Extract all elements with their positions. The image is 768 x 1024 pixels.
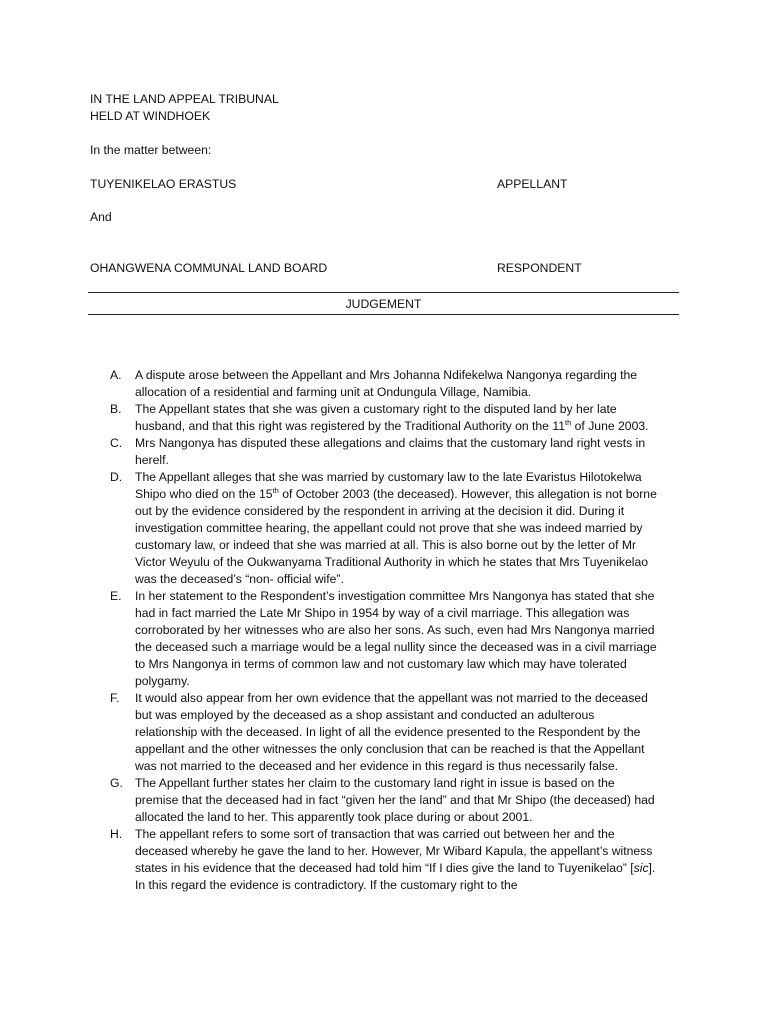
paragraph-list	[110, 367, 658, 894]
paragraph-d	[110, 469, 658, 588]
paragraph-a	[110, 367, 658, 401]
paragraph-marker: D.	[110, 470, 123, 484]
paragraph-text: The Appellant further states her claim to the customary land right in issue is based on the premise that the deceased had in fact “given her the land” and that Mr Shipo (the deceased) had allocated the land to her. This apparently took place during or about 2001.	[135, 776, 655, 824]
respondent-role: RESPONDENT	[497, 261, 582, 275]
paragraph-text: It would also appear from her own evidence that the appellant was not married to the deceased but was employed by the deceased as a shop assistant and conducted an adulterous relationship with the deceased. In light of all the evidence presented to the Respondent by the appellant and the other witnesses the only conclusion that can be reached is that the Appellant was not married to the deceased and her evidence in this regard is thus necessarily false.	[135, 691, 648, 773]
bottom-rule	[88, 314, 679, 315]
paragraph-g	[110, 775, 658, 826]
paragraph-h	[110, 826, 658, 894]
appellant-name: TUYENIKELAO ERASTUS	[90, 177, 237, 191]
judgement-title: JUDGEMENT	[345, 297, 422, 311]
paragraph-text: In her statement to the Respondent’s investigation committee Mrs Nangonya has stated that she had in fact married the Late Mr Shipo in 1954 by way of a civil marriage. This allegation was corroborated by her witnesses who are also her sons. As such, even had Mrs Nangonya married the deceased such a marriage would be a legal nullity since the deceased was in a civil marriage to Mrs Nangonya in terms of common law and not customary law which may have tolerated polygamy.	[135, 589, 657, 688]
paragraph-marker: G.	[110, 776, 123, 790]
paragraph-marker: A.	[110, 368, 122, 382]
respondent-name: OHANGWENA COMMUNAL LAND BOARD	[90, 261, 328, 275]
paragraph-marker: C.	[110, 436, 123, 450]
paragraph-text: A dispute arose between the Appellant and Mrs Johanna Ndifekelwa Nangonya regarding the allocation of a residential and farming unit at Ondungula Village, Namibia.	[135, 368, 638, 399]
paragraph-marker: B.	[110, 402, 122, 416]
paragraph-text: The Appellant alleges that she was married by customary law to the late Evaristus Hilotokelwa Shipo who died on the 15th of October 2003 (the deceased). However, this allegation is not borne out by the evidence considered by the respondent in arriving at the decision it did. During it investigation committee hearing, the appellant could not prove that she was indeed married by customary law, or indeed that she was married at all. This is also borne out by the letter of Mr Victor Weyulu of the Oukwanyama Traditional Authority in which he states that Mrs Tuyenikelao was the deceased’s “non- official wife”.	[135, 470, 657, 586]
court-name: IN THE LAND APPEAL TRIBUNAL	[90, 92, 279, 106]
paragraph-e	[110, 588, 658, 690]
paragraph-marker: H.	[110, 827, 123, 841]
paragraph-marker: E.	[110, 589, 122, 603]
paragraph-text: The appellant refers to some sort of transaction that was carried out between her and the deceased whereby he gave the land to her. However, Mr Wibard Kapula, the appellant’s witness states in his evidence that the deceased had told him “If I dies give the land to Tuyenikelao” [sic]. In this regard the evidence is contradictory. If the customary right to the	[135, 827, 656, 892]
paragraph-text: The Appellant states that she was given a customary right to the disputed land by her late husband, and that this right was registered by the Traditional Authority on the 11th of June 2003.	[135, 402, 649, 433]
top-rule	[88, 292, 679, 293]
conjunction: And	[90, 210, 112, 224]
matter-line: In the matter between:	[90, 143, 212, 157]
paragraph-b	[110, 401, 658, 435]
paragraph-c	[110, 435, 658, 469]
paragraph-text: Mrs Nangonya has disputed these allegations and claims that the customary land right vests in herelf.	[135, 436, 646, 467]
appellant-role: APPELLANT	[497, 177, 568, 191]
court-location: HELD AT WINDHOEK	[90, 109, 211, 123]
paragraph-f	[110, 690, 658, 775]
paragraph-marker: F.	[110, 691, 120, 705]
